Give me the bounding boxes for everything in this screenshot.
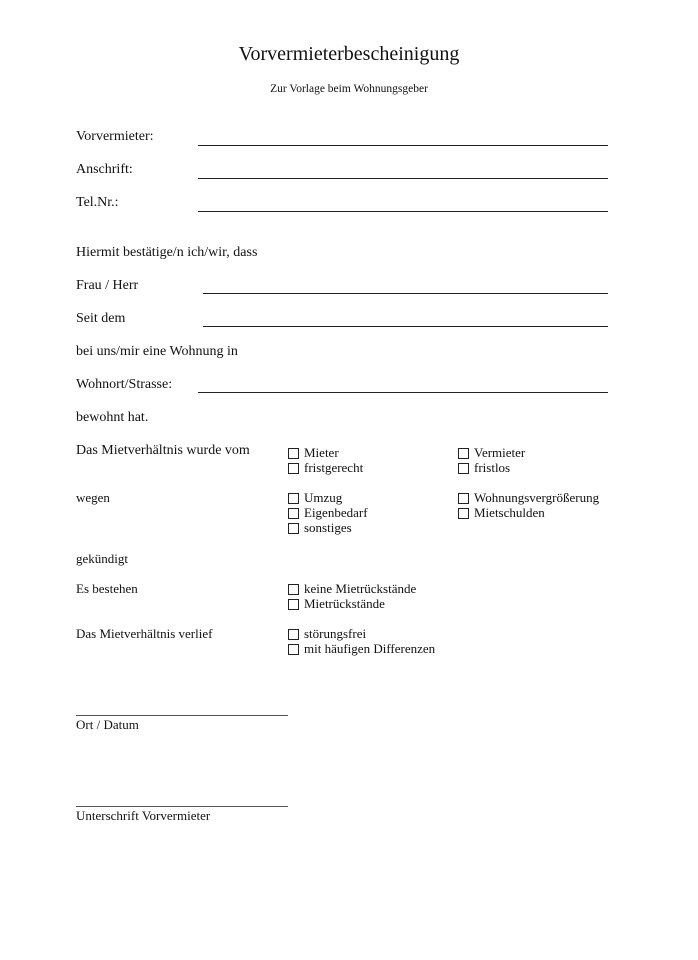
checkbox-square-icon [288, 448, 299, 459]
checkbox-square-icon [458, 508, 469, 519]
unterschrift-label: Unterschrift Vorvermieter [76, 808, 211, 823]
document-subtitle: Zur Vorlage beim Wohnungsgeber [270, 83, 428, 95]
checkbox-square-icon [288, 493, 299, 504]
checkbox-square-icon [288, 599, 299, 610]
checkbox-haeufige-differenzen[interactable]: mit häufigen Differenzen [288, 641, 435, 657]
vorvermieter-input-line[interactable] [198, 145, 608, 146]
anschrift-input-line[interactable] [198, 178, 608, 179]
mietverhaeltnis-label: Das Mietverhältnis wurde vom [76, 443, 250, 458]
checkbox-eigenbedarf[interactable]: Eigenbedarf [288, 505, 368, 521]
checkbox-square-icon [458, 448, 469, 459]
anschrift-label: Anschrift: [76, 162, 133, 177]
vorvermieter-label: Vorvermieter: [76, 129, 154, 144]
verlauf-label: Das Mietverhältnis verlief [76, 626, 213, 641]
checkbox-square-icon [288, 644, 299, 655]
checkbox-sonstiges[interactable]: sonstiges [288, 520, 352, 536]
bewohnt-text: bewohnt hat. [76, 410, 149, 425]
checkbox-square-icon [288, 508, 299, 519]
checkbox-wohnungsvergroesserung[interactable]: Wohnungsvergrößerung [458, 490, 599, 506]
checkbox-square-icon [288, 523, 299, 534]
wohnung-text: bei uns/mir eine Wohnung in [76, 344, 238, 359]
checkbox-mietschulden[interactable]: Mietschulden [458, 505, 545, 521]
intro-text: Hiermit bestätige/n ich/wir, dass [76, 245, 258, 260]
checkbox-fristlos[interactable]: fristlos [458, 460, 510, 476]
frau-herr-input-line[interactable] [203, 293, 608, 294]
checkbox-umzug[interactable]: Umzug [288, 490, 342, 506]
checkbox-vermieter[interactable]: Vermieter [458, 445, 525, 461]
checkbox-stoerungsfrei[interactable]: störungsfrei [288, 626, 366, 642]
wohnort-label: Wohnort/Strasse: [76, 377, 173, 392]
es-bestehen-label: Es bestehen [76, 581, 138, 596]
checkbox-mieter[interactable]: Mieter [288, 445, 339, 461]
checkbox-fristgerecht[interactable]: fristgerecht [288, 460, 363, 476]
checkbox-square-icon [288, 463, 299, 474]
seit-dem-label: Seit dem [76, 311, 126, 326]
telnr-label: Tel.Nr.: [76, 195, 119, 210]
ort-datum-line[interactable] [76, 715, 288, 716]
telnr-input-line[interactable] [198, 211, 608, 212]
ort-datum-label: Ort / Datum [76, 717, 139, 732]
checkbox-square-icon [458, 463, 469, 474]
wegen-label: wegen [76, 490, 110, 505]
checkbox-square-icon [288, 584, 299, 595]
wohnort-input-line[interactable] [198, 392, 608, 393]
checkbox-keine-mietrueckstaende[interactable]: keine Mietrückstände [288, 581, 416, 597]
signature-line[interactable] [76, 806, 288, 807]
gekuendigt-text: gekündigt [76, 551, 128, 566]
checkbox-mietrueckstaende[interactable]: Mietrückstände [288, 596, 385, 612]
document-title: Vorvermieterbescheinigung [238, 43, 460, 65]
seit-dem-input-line[interactable] [203, 326, 608, 327]
checkbox-square-icon [288, 629, 299, 640]
frau-herr-label: Frau / Herr [76, 278, 139, 293]
checkbox-square-icon [458, 493, 469, 504]
